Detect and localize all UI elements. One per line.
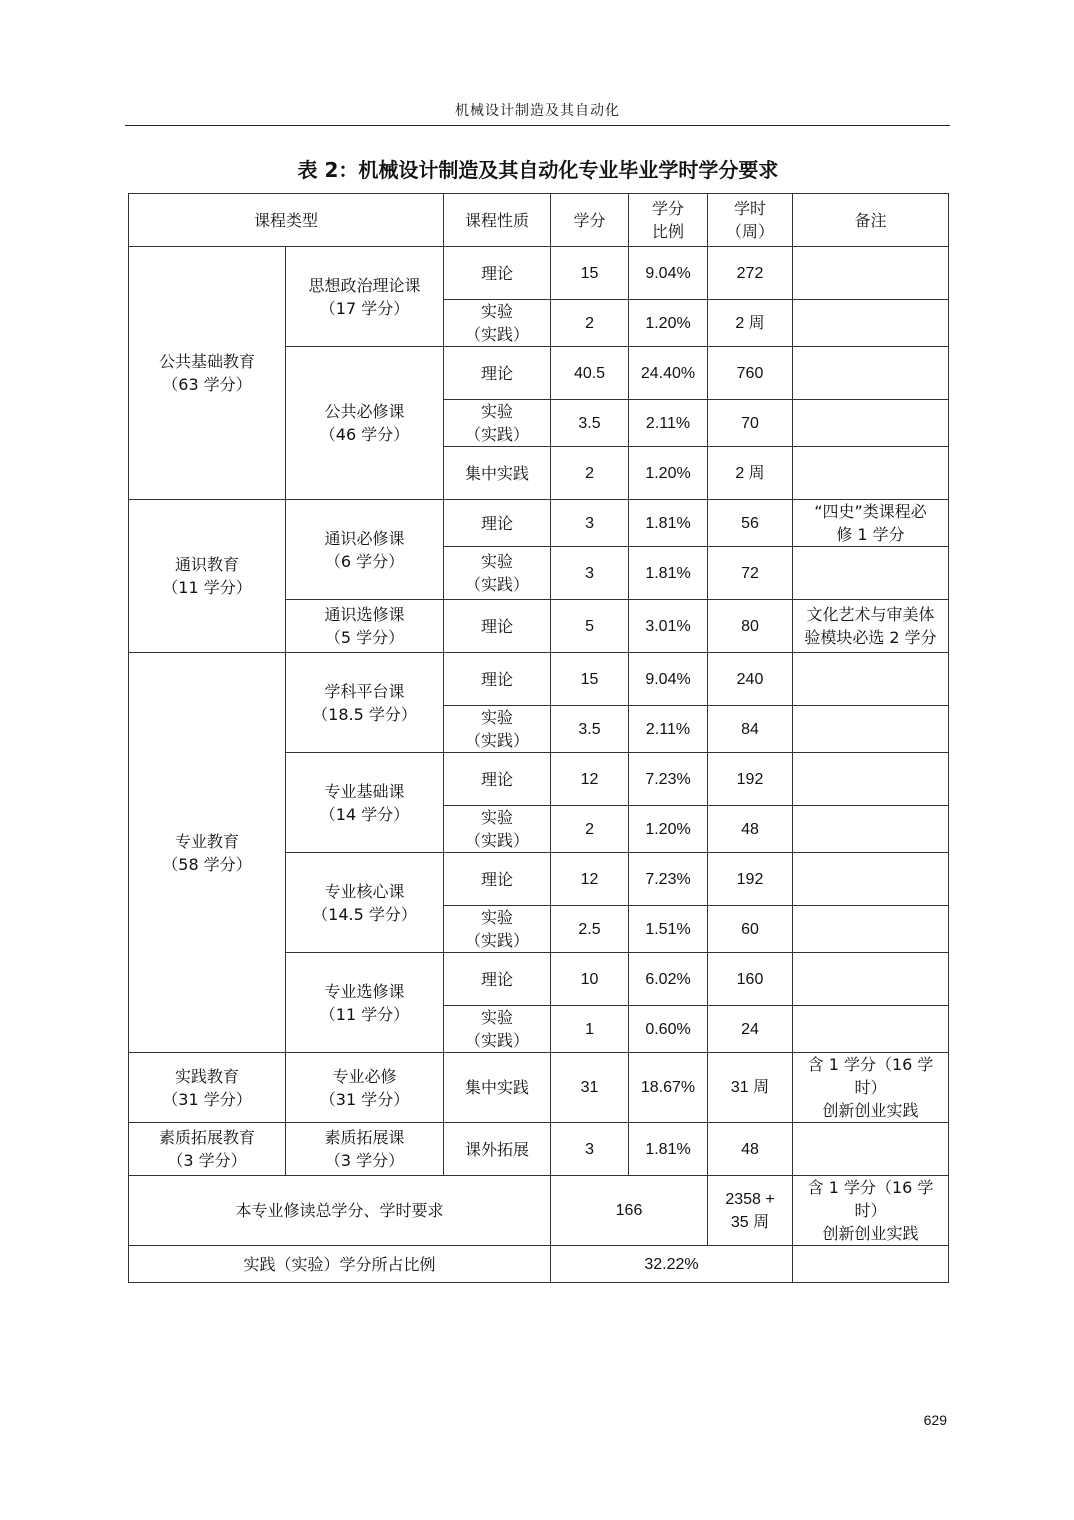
credit-ratio-cell: 3.01%: [629, 600, 708, 653]
credits-cell: 2: [551, 806, 629, 853]
credits-cell: 40.5: [551, 347, 629, 400]
credit-ratio-cell: 1.81%: [629, 547, 708, 600]
credit-ratio-cell: 7.23%: [629, 853, 708, 906]
table-row: [129, 1123, 949, 1176]
header-note: 备注: [793, 194, 949, 247]
note-cell: [793, 300, 949, 347]
hours-cell: 272: [708, 247, 793, 300]
course-subcategory-cell: 素质拓展课 （3 学分）: [286, 1123, 444, 1176]
table-header-row: [129, 194, 949, 247]
total-hours-cell: 2358 + 35 周: [708, 1176, 793, 1246]
credits-cell: 5: [551, 600, 629, 653]
note-cell: [793, 653, 949, 706]
total-label-cell: 本专业修读总学分、学时要求: [129, 1176, 551, 1246]
course-subcategory-cell: 思想政治理论课 （17 学分）: [286, 247, 444, 347]
course-nature-cell: 理论: [444, 953, 551, 1006]
credit-ratio-cell: 2.11%: [629, 706, 708, 753]
header-rule: [125, 125, 950, 126]
note-cell: [793, 247, 949, 300]
hours-cell: 192: [708, 853, 793, 906]
credit-requirements-table: [128, 193, 949, 1283]
note-cell: [793, 400, 949, 447]
practice-ratio-note-cell: [793, 1246, 949, 1283]
running-head: 机械设计制造及其自动化: [455, 103, 620, 119]
table-title: 表 2：机械设计制造及其自动化专业毕业学时学分要求: [297, 158, 779, 182]
hours-cell: 48: [708, 806, 793, 853]
credit-ratio-cell: 1.20%: [629, 806, 708, 853]
table-row: [129, 500, 949, 547]
course-category-cell: 公共基础教育 （63 学分）: [129, 247, 286, 500]
note-cell: [793, 547, 949, 600]
note-cell: [793, 953, 949, 1006]
note-cell: [793, 1123, 949, 1176]
course-subcategory-cell: 专业必修 （31 学分）: [286, 1053, 444, 1123]
hours-cell: 60: [708, 906, 793, 953]
credits-cell: 3: [551, 500, 629, 547]
course-nature-cell: 集中实践: [444, 1053, 551, 1123]
course-nature-cell: 实验 （实践）: [444, 1006, 551, 1053]
hours-cell: 80: [708, 600, 793, 653]
credits-cell: 2: [551, 300, 629, 347]
table-row: [129, 653, 949, 706]
table-row: [129, 1053, 949, 1123]
credits-cell: 15: [551, 653, 629, 706]
credit-ratio-cell: 0.60%: [629, 1006, 708, 1053]
credit-ratio-cell: 2.11%: [629, 400, 708, 447]
credit-ratio-cell: 24.40%: [629, 347, 708, 400]
course-nature-cell: 实验 （实践）: [444, 806, 551, 853]
hours-cell: 240: [708, 653, 793, 706]
course-nature-cell: 集中实践: [444, 447, 551, 500]
note-cell: [793, 753, 949, 806]
course-subcategory-cell: 公共必修课 （46 学分）: [286, 347, 444, 500]
practice-ratio-value-cell: 32.22%: [551, 1246, 793, 1283]
course-category-cell: 通识教育 （11 学分）: [129, 500, 286, 653]
credits-cell: 10: [551, 953, 629, 1006]
page-number: 629: [923, 1412, 947, 1428]
hours-cell: 70: [708, 400, 793, 447]
credit-ratio-cell: 6.02%: [629, 953, 708, 1006]
practice-ratio-row: [129, 1246, 949, 1283]
course-nature-cell: 实验 （实践）: [444, 300, 551, 347]
total-row: [129, 1176, 949, 1246]
credit-ratio-cell: 1.20%: [629, 447, 708, 500]
credits-cell: 3.5: [551, 400, 629, 447]
hours-cell: 2 周: [708, 300, 793, 347]
credits-cell: 3: [551, 1123, 629, 1176]
credit-ratio-cell: 9.04%: [629, 247, 708, 300]
hours-cell: 56: [708, 500, 793, 547]
note-cell: [793, 806, 949, 853]
hours-cell: 24: [708, 1006, 793, 1053]
hours-cell: 31 周: [708, 1053, 793, 1123]
note-cell: [793, 853, 949, 906]
hours-cell: 72: [708, 547, 793, 600]
course-nature-cell: 理论: [444, 600, 551, 653]
note-cell: [793, 447, 949, 500]
credit-ratio-cell: 7.23%: [629, 753, 708, 806]
total-note-cell: 含 1 学分（16 学时） 创新创业实践: [793, 1176, 949, 1246]
credit-ratio-cell: 1.20%: [629, 300, 708, 347]
hours-cell: 48: [708, 1123, 793, 1176]
credit-ratio-cell: 1.51%: [629, 906, 708, 953]
credits-cell: 1: [551, 1006, 629, 1053]
course-category-cell: 实践教育 （31 学分）: [129, 1053, 286, 1123]
note-cell: [793, 706, 949, 753]
course-nature-cell: 课外拓展: [444, 1123, 551, 1176]
credit-ratio-cell: 18.67%: [629, 1053, 708, 1123]
course-subcategory-cell: 专业基础课 （14 学分）: [286, 753, 444, 853]
course-subcategory-cell: 专业核心课 （14.5 学分）: [286, 853, 444, 953]
credits-cell: 12: [551, 853, 629, 906]
course-subcategory-cell: 学科平台课 （18.5 学分）: [286, 653, 444, 753]
course-nature-cell: 实验 （实践）: [444, 906, 551, 953]
header-course-type: 课程类型: [129, 194, 444, 247]
course-subcategory-cell: 通识选修课 （5 学分）: [286, 600, 444, 653]
credits-cell: 15: [551, 247, 629, 300]
note-cell: 文化艺术与审美体 验模块必选 2 学分: [793, 600, 949, 653]
note-cell: 含 1 学分（16 学时） 创新创业实践: [793, 1053, 949, 1123]
note-cell: [793, 906, 949, 953]
note-cell: [793, 1006, 949, 1053]
course-subcategory-cell: 专业选修课 （11 学分）: [286, 953, 444, 1053]
course-subcategory-cell: 通识必修课 （6 学分）: [286, 500, 444, 600]
course-nature-cell: 理论: [444, 500, 551, 547]
header-credits: 学分: [551, 194, 629, 247]
hours-cell: 160: [708, 953, 793, 1006]
total-credits-cell: 166: [551, 1176, 708, 1246]
course-category-cell: 专业教育 （58 学分）: [129, 653, 286, 1053]
course-nature-cell: 理论: [444, 853, 551, 906]
hours-cell: 760: [708, 347, 793, 400]
hours-cell: 192: [708, 753, 793, 806]
note-cell: “四史”类课程必 修 1 学分: [793, 500, 949, 547]
course-nature-cell: 理论: [444, 653, 551, 706]
credits-cell: 3.5: [551, 706, 629, 753]
credit-ratio-cell: 1.81%: [629, 500, 708, 547]
practice-ratio-label-cell: 实践（实验）学分所占比例: [129, 1246, 551, 1283]
course-nature-cell: 理论: [444, 247, 551, 300]
credits-cell: 2: [551, 447, 629, 500]
hours-cell: 84: [708, 706, 793, 753]
course-nature-cell: 理论: [444, 753, 551, 806]
credits-cell: 31: [551, 1053, 629, 1123]
credit-ratio-cell: 1.81%: [629, 1123, 708, 1176]
course-nature-cell: 实验 （实践）: [444, 400, 551, 447]
course-nature-cell: 实验 （实践）: [444, 706, 551, 753]
credit-ratio-cell: 9.04%: [629, 653, 708, 706]
course-nature-cell: 实验 （实践）: [444, 547, 551, 600]
header-credit-ratio: 学分 比例: [629, 194, 708, 247]
header-hours: 学时 （周）: [708, 194, 793, 247]
credits-cell: 12: [551, 753, 629, 806]
credits-cell: 2.5: [551, 906, 629, 953]
table-row: [129, 247, 949, 300]
course-nature-cell: 理论: [444, 347, 551, 400]
note-cell: [793, 347, 949, 400]
hours-cell: 2 周: [708, 447, 793, 500]
credits-cell: 3: [551, 547, 629, 600]
course-category-cell: 素质拓展教育 （3 学分）: [129, 1123, 286, 1176]
header-course-nature: 课程性质: [444, 194, 551, 247]
